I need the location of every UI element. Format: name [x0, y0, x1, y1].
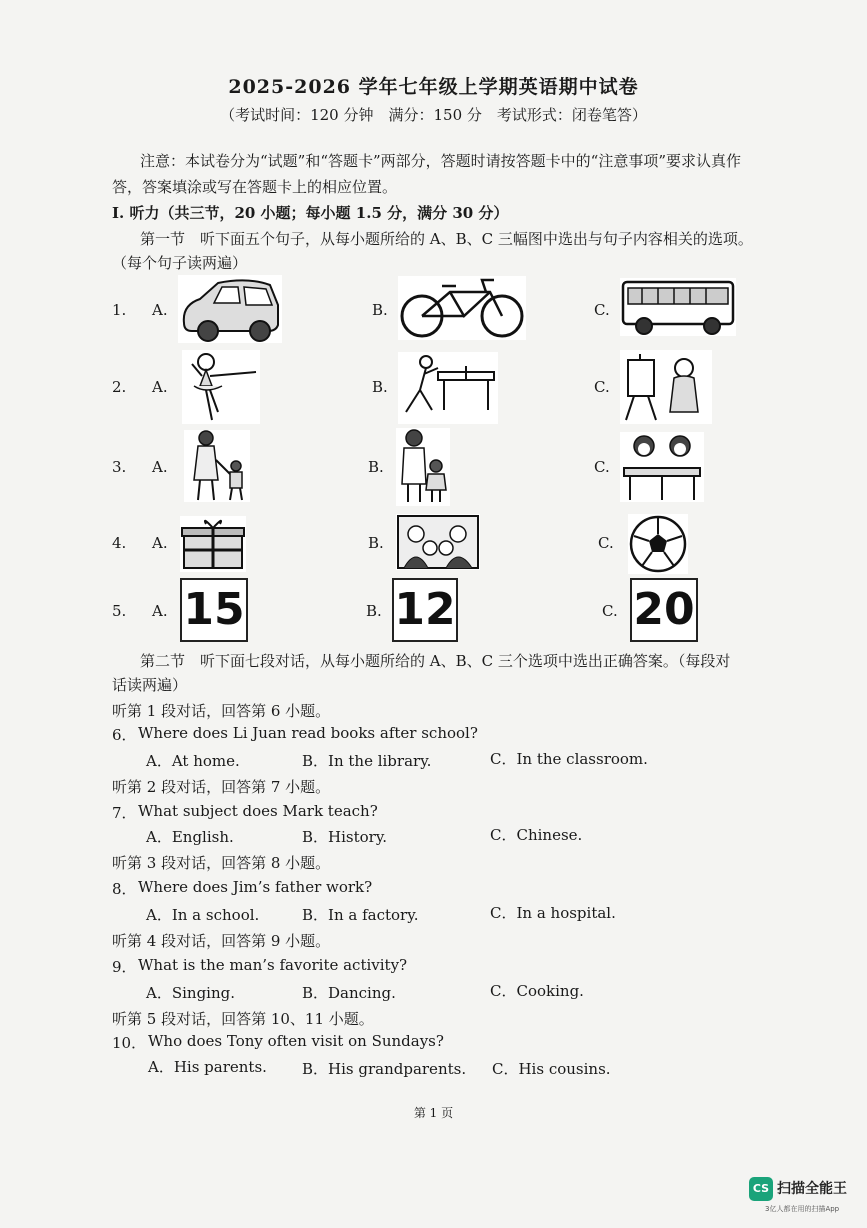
option-label: B.	[372, 378, 388, 396]
question-number: 10．	[112, 1034, 147, 1052]
number-card	[630, 578, 698, 642]
option-label: A.	[152, 378, 168, 396]
bus-picture	[620, 278, 736, 336]
ping-pong-picture	[398, 352, 498, 424]
answer-option-b: B．History.	[302, 828, 388, 846]
option-label: C.	[594, 458, 610, 476]
option-label: A.	[152, 301, 168, 319]
bicycle-picture	[398, 276, 526, 340]
option-label: A.	[152, 602, 168, 620]
picture-question-number: 2.	[112, 378, 127, 396]
option-label: C.	[598, 534, 614, 552]
answer-option-c: C．In the classroom.	[490, 750, 648, 768]
answer-option-b: B．His grandparents.	[302, 1060, 467, 1078]
car-picture	[178, 275, 282, 343]
dialogue-intro: 听第 4 段对话，回答第 9 小题。	[112, 932, 331, 950]
number-card-digits: 20	[633, 584, 695, 635]
number-card	[180, 578, 248, 642]
camscanner-logo-icon: CS	[749, 1177, 773, 1201]
question-number: 7．	[112, 804, 137, 822]
answer-option-b: B．Dancing.	[302, 984, 396, 1002]
answer-option-b: B．In the library.	[302, 752, 432, 770]
part1-instruction-2: （每个句子读两遍）	[112, 254, 248, 272]
question-text: Who does Tony often visit on Sundays?	[148, 1032, 444, 1050]
notice-line-1: 注意：本试卷分为“试题”和“答题卡”两部分，答题时请按答题卡中的“注意事项”要求认真作	[140, 152, 742, 170]
ballet-dancer-picture	[182, 350, 260, 424]
answer-option-a: A．Singing.	[146, 984, 235, 1002]
page-number: 第 1 页	[413, 1106, 454, 1120]
exam-title: 2025-2026 学年七年级上学期英语期中试卷	[228, 76, 639, 98]
option-label: A.	[152, 458, 168, 476]
dialogue-intro: 听第 2 段对话，回答第 7 小题。	[112, 778, 331, 796]
picture-question-number: 4.	[112, 534, 127, 552]
question-number: 6．	[112, 726, 137, 744]
mother-and-daughter-picture	[396, 428, 450, 506]
option-label: C.	[594, 378, 610, 396]
soccer-ball-picture	[628, 514, 688, 574]
option-label: B.	[372, 301, 388, 319]
gift-box-picture	[180, 516, 246, 572]
question-text: What subject does Mark teach?	[138, 802, 378, 820]
mother-and-child-walking-picture	[184, 430, 250, 502]
answer-option-c: C．His cousins.	[492, 1060, 611, 1078]
section1-heading: I. 听力（共三节，20 小题；每小题 1.5 分，满分 30 分）	[112, 204, 509, 222]
option-label: B.	[368, 458, 384, 476]
answer-option-c: C．Chinese.	[490, 826, 583, 844]
exam-subtitle: （考试时间：120 分钟 满分：150 分 考试形式：闭卷笔答）	[220, 106, 647, 124]
number-card-digits: 12	[394, 584, 456, 635]
question-text: Where does Li Juan read books after school?	[138, 724, 478, 742]
students-at-desk-picture	[620, 432, 704, 502]
picture-question-number: 1.	[112, 301, 127, 319]
answer-option-a: A．At home.	[146, 752, 240, 770]
question-text: What is the man’s favorite activity?	[138, 956, 408, 974]
dialogue-intro: 听第 3 段对话，回答第 8 小题。	[112, 854, 331, 872]
part2-instruction-2: 话读两遍）	[112, 676, 188, 694]
dialogue-intro: 听第 1 段对话，回答第 6 小题。	[112, 702, 331, 720]
answer-option-a: A．His parents.	[148, 1058, 267, 1076]
question-text: Where does Jim’s father work?	[138, 878, 373, 896]
number-card-digits: 15	[183, 584, 245, 635]
picture-question-number: 3.	[112, 458, 127, 476]
answer-option-a: A．English.	[146, 828, 234, 846]
option-label: C.	[602, 602, 618, 620]
dialogue-intro: 听第 5 段对话，回答第 10、11 小题。	[112, 1010, 374, 1028]
option-label: B.	[368, 534, 384, 552]
notice-line-2: 答，答案填涂或写在答题卡上的相应位置。	[112, 178, 398, 196]
picture-question-number: 5.	[112, 602, 127, 620]
answer-option-c: C．In a hospital.	[490, 904, 616, 922]
answer-option-b: B．In a factory.	[302, 906, 419, 924]
camscanner-tagline: 3亿人都在用的扫描App	[765, 1205, 840, 1213]
camscanner-app-name: 扫描全能王	[777, 1181, 847, 1197]
option-label: B.	[366, 602, 382, 620]
part2-instruction: 第二节 听下面七段对话，从每小题所给的 A、B、C 三个选项中选出正确答案。（每段对	[140, 652, 731, 670]
answer-option-c: C．Cooking.	[490, 982, 584, 1000]
option-label: C.	[594, 301, 610, 319]
family-photo-picture	[396, 514, 480, 570]
painting-easel-picture	[620, 350, 712, 424]
answer-option-a: A．In a school.	[146, 906, 260, 924]
question-number: 8．	[112, 880, 137, 898]
part1-instruction: 第一节 听下面五个句子，从每小题所给的 A、B、C 三幅图中选出与句子内容相关的选项。	[140, 230, 753, 248]
question-number: 9．	[112, 958, 137, 976]
number-card	[392, 578, 458, 642]
option-label: A.	[152, 534, 168, 552]
